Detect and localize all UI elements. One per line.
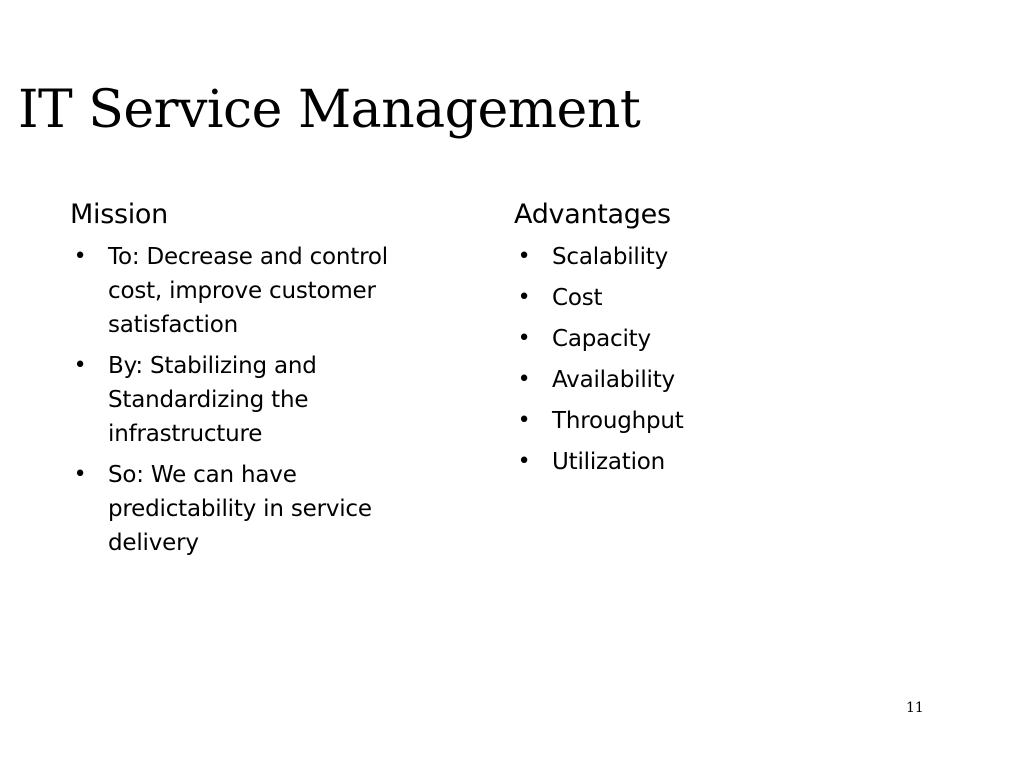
mission-item xyxy=(70,240,450,342)
advantages-item xyxy=(514,445,894,479)
advantages-item-text: Availability xyxy=(552,367,675,393)
bullet-icon: • xyxy=(517,244,531,269)
mission-item-text: So: We can have predictability in service delivery xyxy=(108,462,372,556)
bullet-icon: • xyxy=(517,367,531,392)
advantages-item-text: Cost xyxy=(552,285,603,311)
mission-item xyxy=(70,458,450,560)
mission-heading: Mission xyxy=(70,199,168,230)
advantages-item xyxy=(514,281,894,315)
bullet-icon: • xyxy=(73,353,87,378)
bullet-icon: • xyxy=(517,449,531,474)
mission-item-text: By: Stabilizing and Standardizing the infrastructure xyxy=(108,353,317,447)
bullet-icon: • xyxy=(73,244,87,269)
page-number: 11 xyxy=(906,700,924,716)
advantages-item xyxy=(514,363,894,397)
advantages-list xyxy=(514,240,894,479)
advantages-item xyxy=(514,240,894,274)
advantages-item-text: Throughput xyxy=(552,408,684,434)
bullet-icon: • xyxy=(517,408,531,433)
advantages-item-text: Utilization xyxy=(552,449,666,475)
bullet-icon: • xyxy=(517,285,531,310)
mission-list xyxy=(70,240,450,560)
bullet-icon: • xyxy=(73,462,87,487)
mission-column xyxy=(70,196,450,567)
mission-item xyxy=(70,349,450,451)
advantages-heading: Advantages xyxy=(514,199,671,230)
advantages-item-text: Scalability xyxy=(552,244,669,270)
bullet-icon: • xyxy=(517,326,531,351)
slide-title: IT Service Management xyxy=(18,80,641,140)
advantages-item xyxy=(514,322,894,356)
mission-item-text: To: Decrease and control cost, improve customer satisfaction xyxy=(108,244,388,338)
advantages-item xyxy=(514,404,894,438)
advantages-column xyxy=(514,196,894,486)
advantages-item-text: Capacity xyxy=(552,326,651,352)
